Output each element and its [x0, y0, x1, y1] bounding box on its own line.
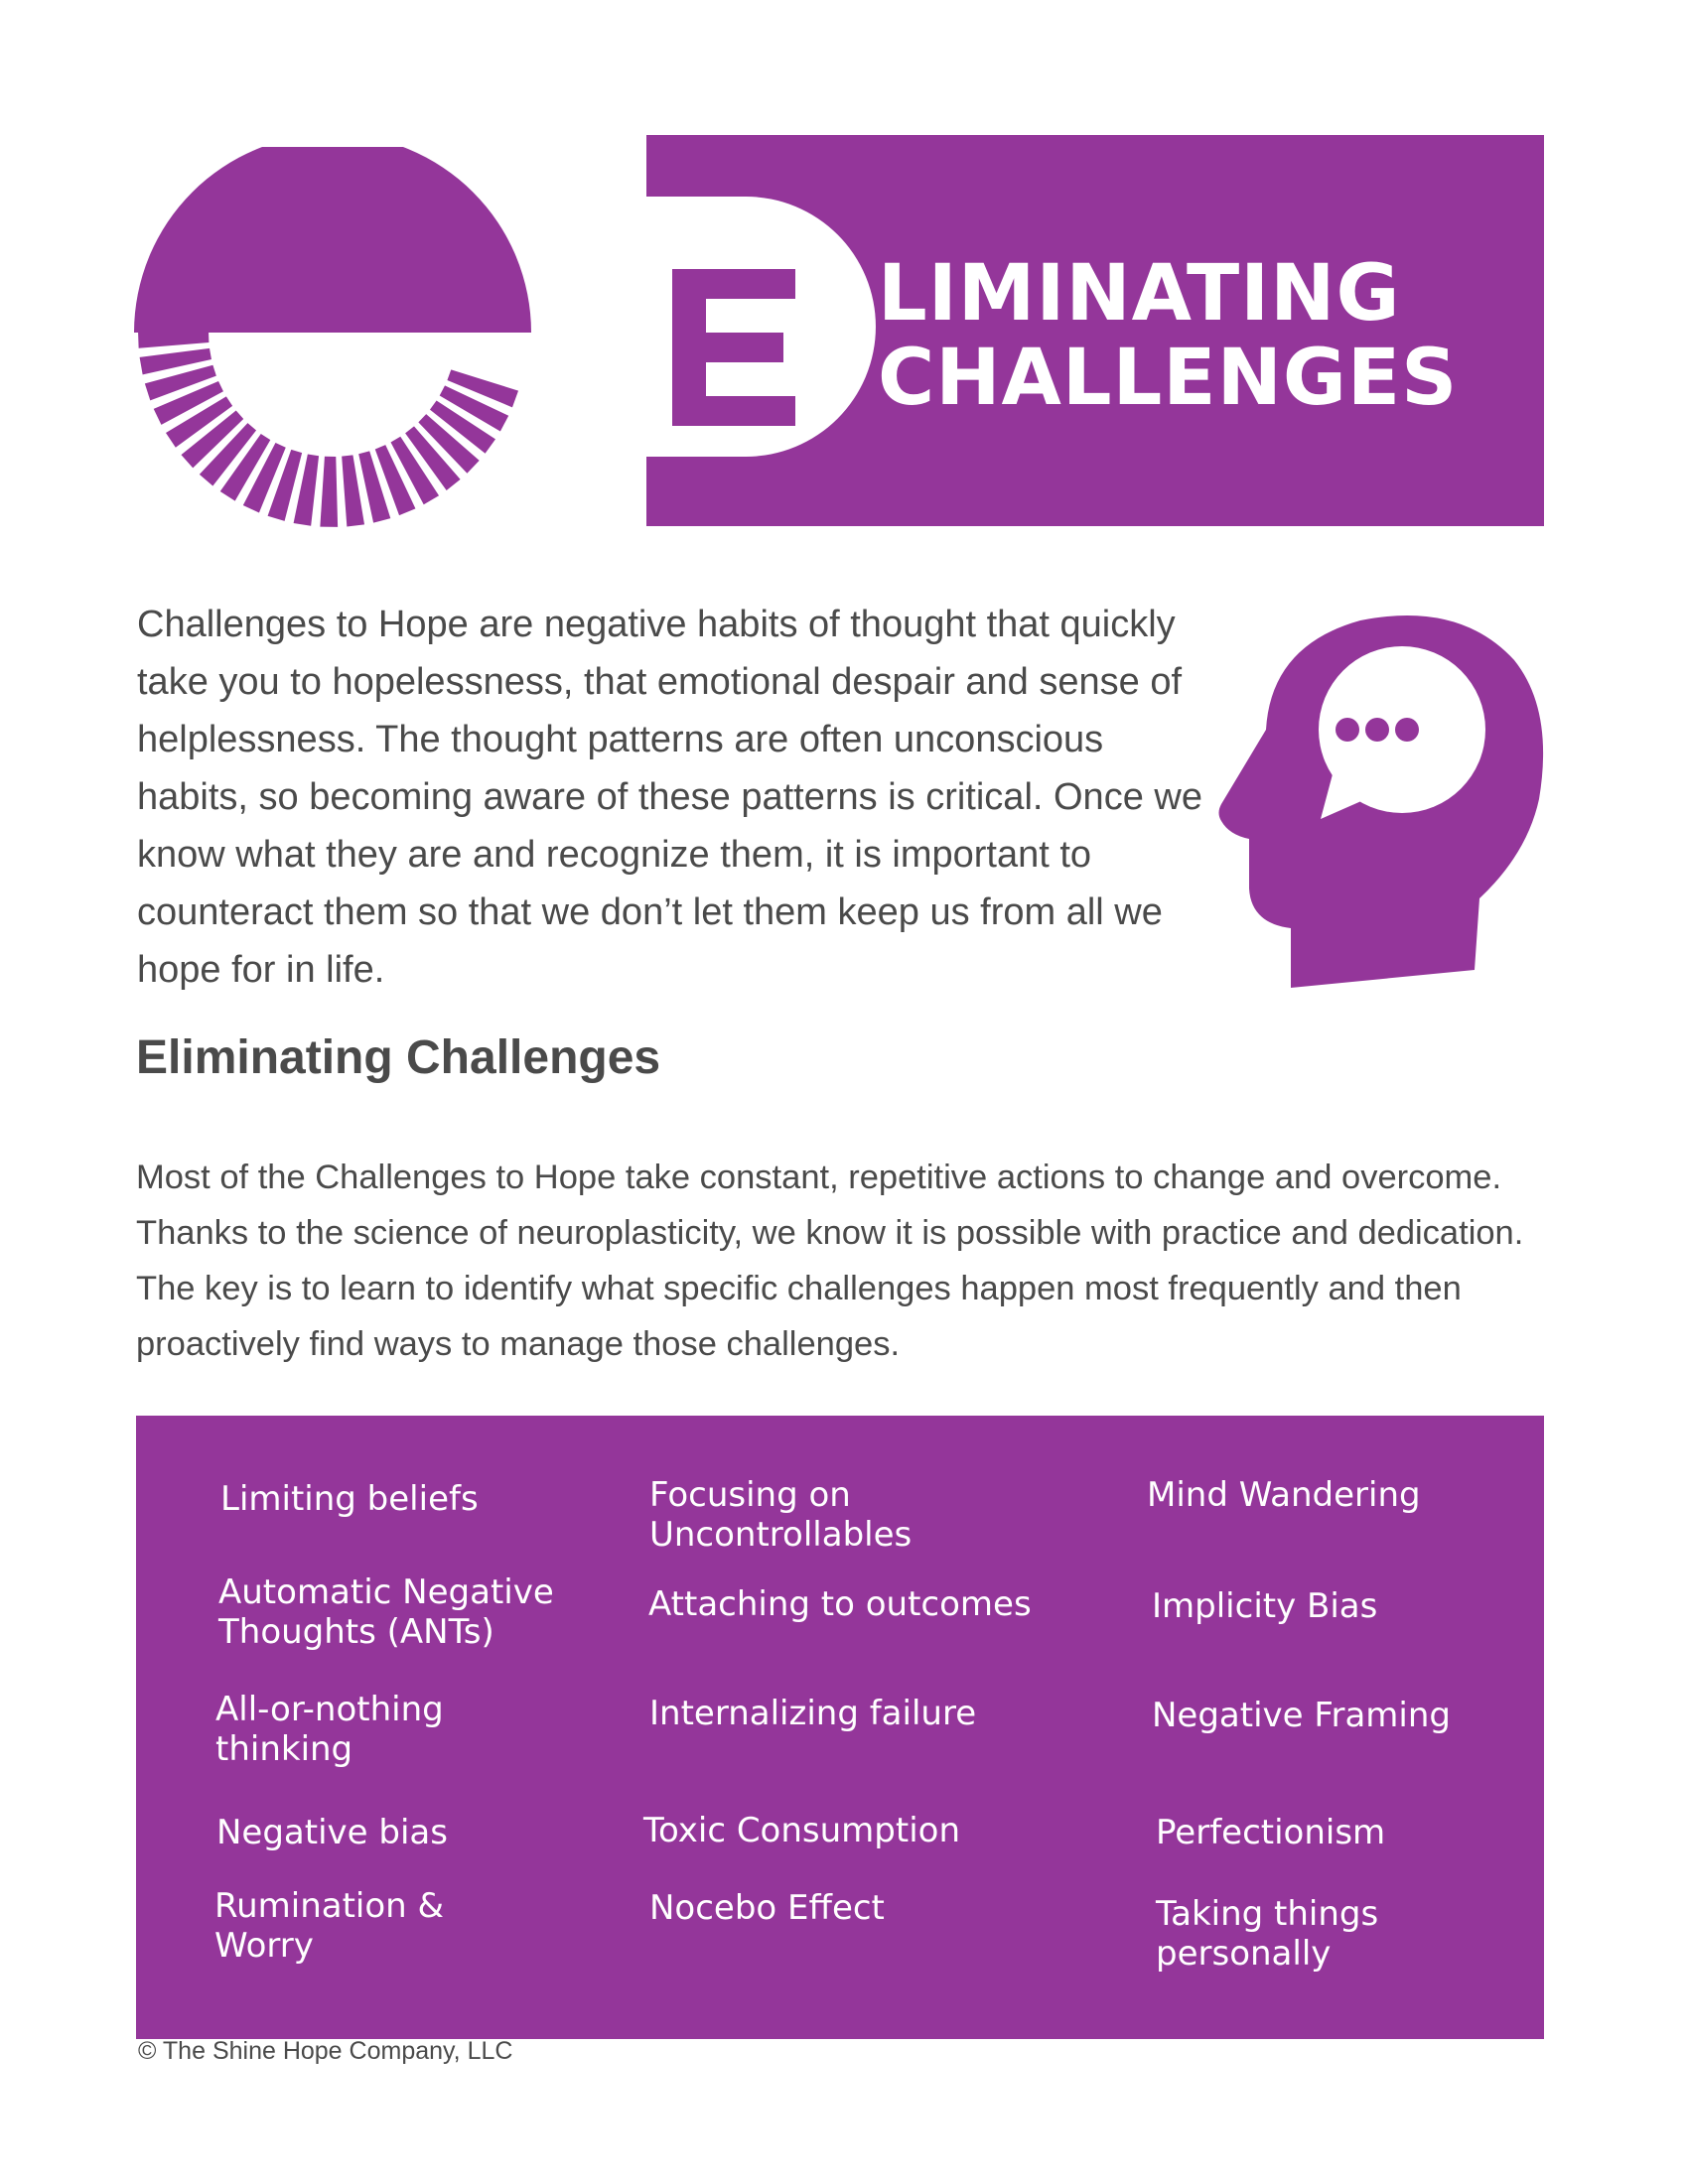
challenge-item: All-or-nothing thinking	[215, 1690, 444, 1769]
head-speech-bubble-icon	[1211, 601, 1549, 998]
sun-ray	[320, 457, 338, 527]
challenge-item: Negative Framing	[1152, 1696, 1451, 1735]
challenge-item: Mind Wandering	[1147, 1475, 1421, 1515]
challenge-item: Nocebo Effect	[649, 1888, 885, 1928]
challenge-item: Limiting beliefs	[220, 1479, 479, 1519]
sun-ray	[138, 331, 209, 348]
challenge-item: Rumination & Worry	[214, 1886, 445, 1966]
section-title: Eliminating Challenges	[136, 1031, 661, 1084]
sunrise-logo-icon	[134, 147, 531, 530]
title-banner	[646, 135, 1544, 526]
challenge-item: Implicity Bias	[1152, 1586, 1378, 1626]
challenge-item: Automatic Negative Thoughts (ANTs)	[218, 1572, 554, 1652]
intro-paragraph: Challenges to Hope are negative habits of thought that quickly take you to hopelessness, that emotional despair and sense of helplessness. The thought patterns are often unconscious habits, so becoming aware of these patterns is critical. Once we know what they are and recognize them, it is important to counteract them so that we don’t let them keep us from all we hope for in life.	[137, 604, 1202, 991]
banner-title-line1: LIMINATING	[878, 249, 1401, 339]
sun-ray	[342, 455, 364, 526]
challenge-item: Internalizing failure	[649, 1694, 977, 1733]
challenge-item: Negative bias	[216, 1813, 448, 1852]
banner-title-line2: CHALLENGES	[878, 334, 1459, 423]
challenge-item: Perfectionism	[1156, 1813, 1386, 1852]
challenge-item: Toxic Consumption	[643, 1811, 960, 1850]
copyright-footer: © The Shine Hope Company, LLC	[138, 2037, 513, 2065]
challenge-item: Focusing on Uncontrollables	[649, 1475, 913, 1555]
challenges-box	[136, 1416, 1544, 2039]
challenge-item: Taking things personally	[1156, 1894, 1379, 1974]
challenge-item: Attaching to outcomes	[648, 1584, 1032, 1624]
body-paragraph: Most of the Challenges to Hope take constant, repetitive actions to change and overcome. Thanks to the science of neuroplasticity, we know it is possible with practice and dedication. The key is to learn to identify what specific challenges happen most frequently and then proactively find ways to manage those challenges.	[136, 1159, 1524, 1363]
